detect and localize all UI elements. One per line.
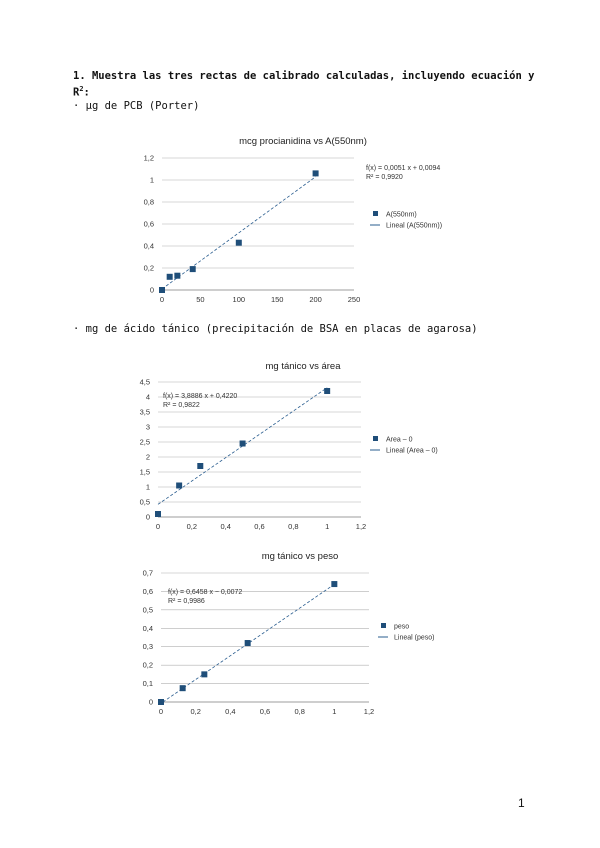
x-tick-label: 0,8 [294,707,305,716]
y-tick-label: 0,7 [142,568,153,578]
x-tick-label: 100 [232,295,246,304]
calibration-chart-tannic-area [128,355,468,535]
trendline-equation: f(x) = 3,8886 x + 0,4220 [163,393,238,400]
page-number: 1 [518,796,525,810]
data-point [159,287,165,293]
y-tick-label: 0 [145,512,150,522]
y-tick-label: 4 [145,392,150,402]
data-point [155,511,161,517]
trendline-r2: R² = 0,9986 [168,598,205,605]
section-heading [73,70,543,100]
y-tick-label: 1,2 [143,153,154,163]
y-tick-label: 0,1 [142,679,153,689]
y-tick-label: 0 [149,285,154,295]
data-point [176,483,182,489]
legend-label-series: peso [394,623,410,631]
y-tick-label: 3 [145,422,150,432]
x-tick-label: 0,8 [288,522,299,531]
y-tick-label: 0,3 [142,642,153,652]
y-tick-label: 1,5 [139,467,150,477]
data-point [174,273,180,279]
y-tick-label: 0,6 [142,586,153,596]
trendline [162,177,316,289]
calibration-chart-procyanidin [128,130,478,310]
x-tick-label: 0,6 [254,522,265,531]
x-tick-label: 1,2 [363,707,375,716]
y-tick-label: 0,4 [143,241,154,251]
legend-label-trendline: Lineal (A(550nm)) [386,222,443,230]
y-tick-label: 0,5 [139,497,150,507]
y-tick-label: 0,4 [142,623,153,633]
y-tick-label: 0,2 [143,263,154,273]
y-tick-label: 3,5 [139,407,150,417]
trendline-r2: R² = 0,9822 [163,402,200,409]
heading-colon: : [83,86,90,99]
y-tick-label: 2 [145,452,150,462]
x-tick-label: 0,6 [259,707,271,716]
data-point [158,699,164,705]
y-tick-label: 0,2 [142,660,153,670]
y-tick-label: 2,5 [139,437,150,447]
x-tick-label: 0,2 [190,707,201,716]
data-point [167,274,173,280]
trendline-equation: f(x) = 0,6458 x − 0,0072 [168,589,243,596]
trendline-r2: R² = 0,9920 [366,174,403,181]
x-tick-label: 0 [159,295,165,304]
chart-title: mg tánico vs peso [261,551,339,562]
data-point [236,240,242,246]
y-tick-label: 0,8 [143,197,154,207]
data-point [197,463,203,469]
x-tick-label: 200 [309,295,322,304]
legend-marker-square [373,211,378,216]
data-point [245,640,251,646]
legend-label-trendline: Lineal (Area – 0) [386,447,438,455]
x-tick-label: 1 [332,707,337,716]
data-point [180,685,186,691]
data-point [201,671,207,677]
x-tick-label: 250 [347,295,361,304]
legend-label-trendline: Lineal (peso) [394,634,435,642]
data-point [240,441,246,447]
data-point [190,266,196,272]
y-tick-label: 0 [148,697,153,707]
legend-marker-square [373,436,378,441]
legend-marker-square [381,623,386,628]
subitem-tannic: · mg de ácido tánico (precipitación de BSA en placas de agarosa) [73,323,478,335]
x-tick-label: 0 [158,707,164,716]
data-point [331,581,337,587]
x-tick-label: 0,4 [220,522,231,531]
heading-superscript: 2 [79,85,84,93]
x-tick-label: 0,4 [225,707,236,716]
x-tick-label: 0 [155,522,161,531]
trendline-equation: f(x) = 0,0051 x + 0,0094 [366,165,441,172]
data-point [313,170,319,176]
legend-label-series: A(550nm) [386,211,417,219]
heading-text: 1. Muestra las tres rectas de calibrado calculadas, incluyendo ecuación y R [73,70,535,99]
y-tick-label: 1 [145,482,150,492]
y-tick-label: 4,5 [139,377,150,387]
y-tick-label: 1 [149,175,154,185]
x-tick-label: 0,2 [186,522,198,531]
calibration-chart-tannic-weight [128,545,468,715]
x-tick-label: 150 [270,295,284,304]
subitem-pcb: · µg de PCB (Porter) [73,100,200,112]
chart-title: mcg procianidina vs A(550nm) [239,136,367,147]
y-tick-label: 0,5 [142,605,153,615]
y-tick-label: 0,6 [143,219,154,229]
chart-title: mg tánico vs área [265,361,341,372]
legend-label-series: Area – 0 [386,436,413,444]
x-tick-label: 50 [196,295,205,304]
x-tick-label: 1,2 [355,522,367,531]
x-tick-label: 1 [325,522,330,531]
data-point [324,388,330,394]
